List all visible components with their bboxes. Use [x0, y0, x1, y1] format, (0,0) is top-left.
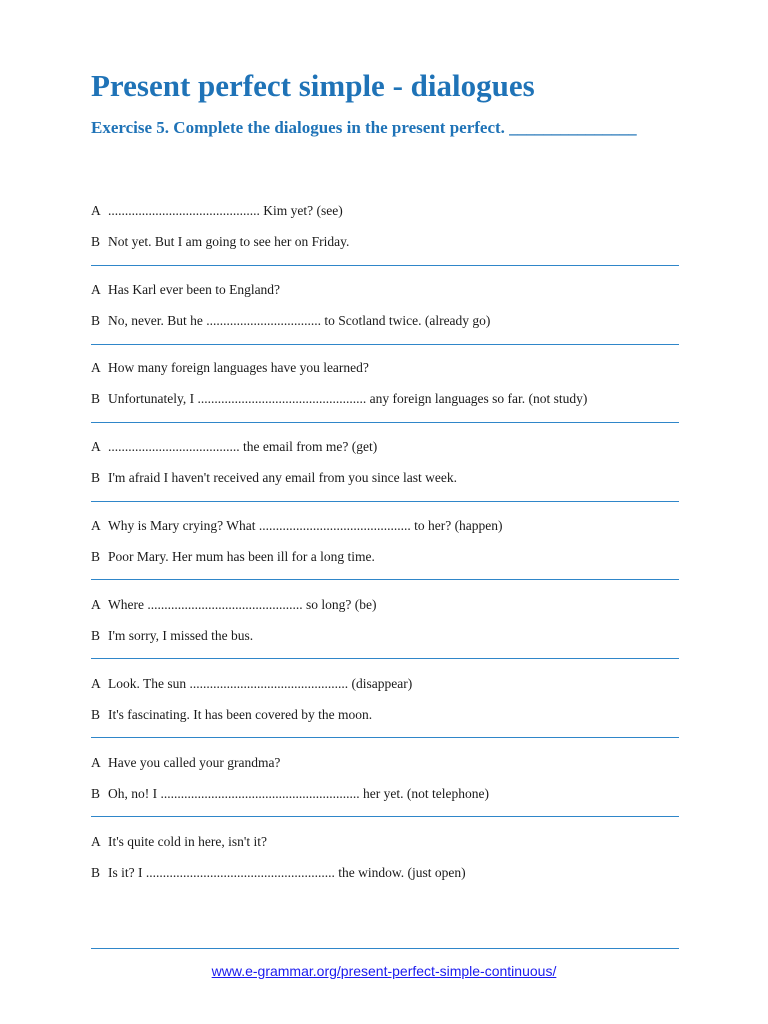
speaker-b: B — [91, 313, 101, 328]
line-b — [91, 469, 679, 487]
divider — [91, 501, 679, 502]
line-a-text: Where .............................................. so long? (be) — [108, 597, 377, 612]
speaker-b: B — [91, 865, 101, 880]
line-b — [91, 864, 679, 882]
line-b-text: It's fascinating. It has been covered by the moon. — [108, 707, 373, 722]
speaker-b: B — [91, 470, 101, 485]
line-b — [91, 785, 679, 803]
line-a-text: Has Karl ever been to England? — [108, 282, 281, 297]
divider — [91, 816, 679, 817]
speaker-b: B — [91, 234, 101, 249]
line-a — [91, 517, 679, 535]
line-b-text: Poor Mary. Her mum has been ill for a long time. — [108, 549, 375, 564]
speaker-a: A — [91, 676, 101, 691]
footer-divider — [91, 948, 679, 949]
line-b-text: Is it? I ........................................................ the window. (just open) — [108, 865, 466, 880]
line-b — [91, 312, 679, 330]
divider — [91, 344, 679, 345]
speaker-b: B — [91, 628, 101, 643]
line-a-text: It's quite cold in here, isn't it? — [108, 834, 267, 849]
divider — [91, 737, 679, 738]
dialogue-2 — [91, 281, 679, 360]
footer-link[interactable]: www.e-grammar.org/present-perfect-simple-continuous/ — [211, 963, 557, 979]
speaker-a: A — [91, 597, 101, 612]
page-title: Present perfect simple - dialogues — [91, 68, 535, 103]
line-a — [91, 596, 679, 614]
line-a — [91, 359, 679, 377]
line-b — [91, 233, 679, 251]
line-a-text: ............................................. Kim yet? (see) — [108, 203, 343, 218]
divider — [91, 265, 679, 266]
dialogue-3 — [91, 359, 679, 438]
dialogue-9 — [91, 833, 679, 912]
speaker-b: B — [91, 549, 101, 564]
speaker-a: A — [91, 755, 101, 770]
speaker-b: B — [91, 786, 101, 801]
dialogue-8 — [91, 754, 679, 833]
exercise-instruction: Exercise 5. Complete the dialogues in the present perfect. _______________ — [91, 118, 637, 137]
line-a-text: Look. The sun ............................................... (disappear) — [108, 676, 413, 691]
speaker-a: A — [91, 282, 101, 297]
divider — [91, 579, 679, 580]
line-b — [91, 548, 679, 566]
line-b — [91, 706, 679, 724]
speaker-a: A — [91, 360, 101, 375]
line-a — [91, 833, 679, 851]
line-a-text: Why is Mary crying? What ............................................. to her? (happen) — [108, 518, 503, 533]
speaker-a: A — [91, 439, 101, 454]
line-a — [91, 754, 679, 772]
line-b — [91, 627, 679, 645]
line-a-text: How many foreign languages have you learned? — [108, 360, 369, 375]
speaker-a: A — [91, 203, 101, 218]
line-b-text: Oh, no! I ........................................................... her yet. (not telephone) — [108, 786, 489, 801]
line-a — [91, 202, 679, 220]
divider — [91, 658, 679, 659]
divider — [91, 422, 679, 423]
line-b-text: Unfortunately, I .................................................. any foreign languages so far. (not study) — [108, 391, 588, 406]
dialogue-1 — [91, 202, 679, 281]
speaker-b: B — [91, 707, 101, 722]
dialogue-4 — [91, 438, 679, 517]
line-a-text: Have you called your grandma? — [108, 755, 281, 770]
dialogue-7 — [91, 675, 679, 754]
speaker-a: A — [91, 834, 101, 849]
speaker-a: A — [91, 518, 101, 533]
line-a — [91, 281, 679, 299]
line-b-text: Not yet. But I am going to see her on Friday. — [108, 234, 350, 249]
dialogue-5 — [91, 517, 679, 596]
line-a-text: ....................................... the email from me? (get) — [108, 439, 378, 454]
line-a — [91, 438, 679, 456]
line-b-text: I'm afraid I haven't received any email from you since last week. — [108, 470, 457, 485]
line-b-text: I'm sorry, I missed the bus. — [108, 628, 254, 643]
line-a — [91, 675, 679, 693]
dialogue-6 — [91, 596, 679, 675]
line-b — [91, 390, 679, 408]
speaker-b: B — [91, 391, 101, 406]
line-b-text: No, never. But he .................................. to Scotland twice. (already go) — [108, 313, 491, 328]
